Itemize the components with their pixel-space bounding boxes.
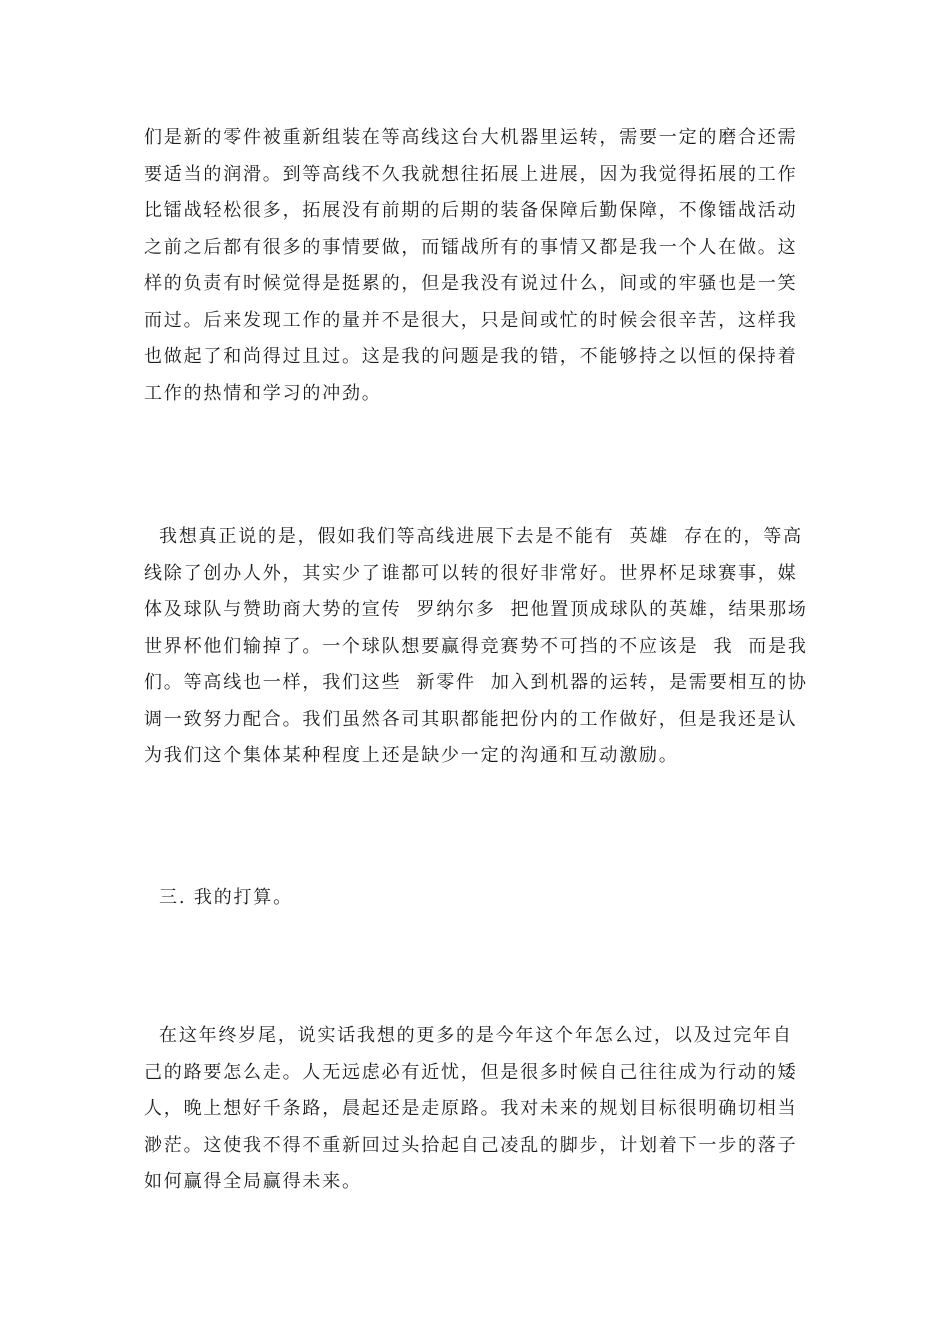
section-heading-my-plan: 三. 我的打算。 bbox=[144, 887, 293, 908]
paragraph-year-end-plan: 在这年终岁尾，说实话我想的更多的是今年这个年怎么过，以及过完年自己的路要怎么走。人无远虑必有近忧，但是很多时候自己往往成为行动的矮人，晚上想好千条路，晨起还是走原路。我对未来的规划目标很明确切相当渺茫。这使我不得不重新回过头拾起自己凌乱的脚步，计划着下一步的落子如何赢得全局赢得未来。 bbox=[144, 1025, 798, 1192]
paragraph-work-reflection: 们是新的零件被重新组装在等高线这台大机器里运转，需要一定的磨合还需要适当的润滑。到等高线不久我就想往拓展上进展，因为我觉得拓展的工作比镭战轻松很多，拓展没有前期的后期的装备保障后勤保障，不像镭战活动之前之后都有很多的事情要做，而镭战所有的事情又都是我一个人在做。这样的负责有时候觉得是挺累的，但是我没有说过什么，间或的牢骚也是一笑而过。后来发现工作的量并不是很大，只是间或忙的时候会很辛苦，这样我也做起了和尚得过且过。这是我的问题是我的错，不能够持之以恒的保持着工作的热情和学习的冲劲。 bbox=[144, 127, 798, 404]
paragraph-team-hero: 我想真正说的是，假如我们等高线进展下去是不能有 英雄 存在的，等高线除了创办人外，其实少了谁都可以转的很好非常好。世界杯足球赛事，媒体及球队与赞助商大势的宣传 罗纳尔多 把他置顶成球队的英雄，结果那场世界杯他们输掉了。一个球队想要赢得竞赛势不可挡的不应该是 我 而是我们。等高线也一样，我们这些 新零件 加入到机器的运转，是需要相互的协调一致努力配合。我们虽然各司其职都能把份内的工作做好，但是我还是认为我们这个集体某种程度上还是缺少一定的沟通和互动激励。 bbox=[144, 526, 808, 766]
